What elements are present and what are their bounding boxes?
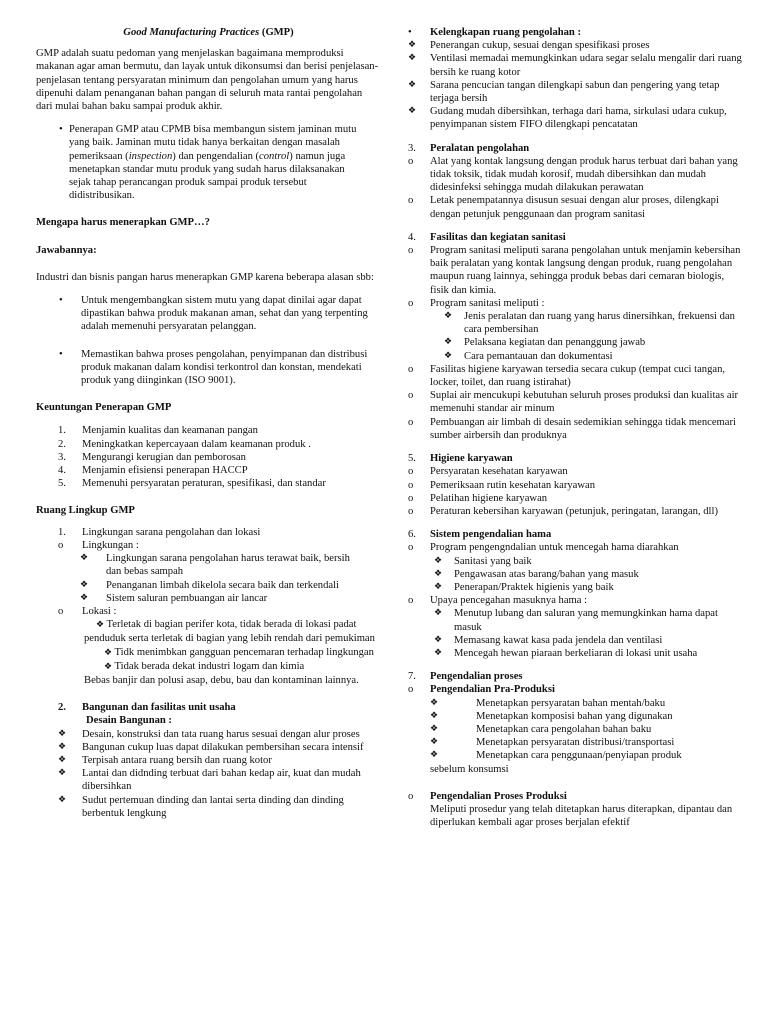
s5-item: o Pemeriksaan rutin kesehatan karyawan [408,479,596,491]
s4-item: o Fasilitas higiene karyawan tersedia secara cukup (tempat cuci tangan, locker, toilet, dan ruang istirahat) [408,363,726,389]
right-column [408,26,743,829]
s6-subitem: ❖ Mencegah hewan piaraan berkeliaran di lokasi unit usaha [434,647,698,659]
pra-list [408,697,743,763]
s4-subitem: ❖ Jenis peralatan dan ruang yang harus dinersihkan, frekuensi dan cara pembersihan [444,311,735,336]
s6-subitem: ❖ Penerapan/Praktek higienis yang baik [434,581,614,593]
s5-heading: 5. Higiene karyawan [408,453,513,465]
s3-list [408,155,743,221]
s6-subitem: ❖ Sanitasi yang baik [434,555,532,567]
s4-subitem: ❖ Cara pemantauan dan dokumentasi [444,350,613,362]
kelengkapan-item: ❖ Ventilasi memadai memungkinkan udara segar selalu mengalir dari ruang bersih ke ruang kotor [408,53,742,78]
lokasi-block: ❖ Terletak di bagian perifer kota, tidak berada di lokasi padat penduduk serta terletak di bagian yang lebih rendah dari pemukiman ❖ Tidk menimbkan gangguan pencemaran terhadap lingkungan ❖ Tidak berada dekat industri logam dan kimia Bebas banjir dan polusi asap, debu, bau dan kontaminan lainnya. [84,619,375,686]
reasons-list [36,294,381,387]
s4-item: o Pembuangan air limbah di desain sedemikian sehingga tidak mencemari sumber airbersih dan produknya [408,416,736,441]
s3-item: o Letak penempatannya disusun sesuai dengan alur proses, dilengkapi dengan petunjuk penggunaan dan program sanitasi [408,195,719,220]
benefit-item: 5. Memenuhi persyaratan peraturan, spesifikasi, dan standar [58,478,326,490]
s4-item: o Program sanitasi meliputi : [408,297,545,309]
lingkungan-subitem: ❖ Lingkungan sarana pengolahan harus terawat baik, bersih dan bebas sampah [80,553,350,578]
s5-item: o Persyaratan kesehatan karyawan [408,466,568,478]
s6-subitem: ❖ Pengawasan atas barang/bahan yang masuk [434,568,639,580]
answer-heading: Jawabannya: [36,244,97,256]
bangunan-heading: 2. Bangunan dan fasilitas unit usaha [58,702,236,714]
desain-item: ❖ Bangunan cukup luas dapat dilakukan pembersihan secara intensif [58,741,364,753]
benefit-item: 1. Menjamin kualitas dan keamanan pangan [58,425,258,437]
desain-item: ❖ Desain, konstruksi dan tata ruang harus sesuai dengan alur proses [58,728,360,740]
kelengkapan-item: ❖ Penerangan cukup, sesuai dengan spesifikasi proses [408,40,650,52]
lingkungan-item: o Lingkungan : [58,539,139,551]
kelengkapan-item: ❖ Gudang mudah dibersihkan, terhaga dari hama, sirkulasi udara cukup, penyimpanan sistem FIFO dilengkapi pencatatan [408,106,727,131]
pp-heading: o Pengendalian Proses Produksi [408,790,567,802]
desain-list [36,728,381,820]
reason-item: • Untuk mengembangkan sistem mutu yang dapat dinilai agar dapat dipastikan bahwa produk makanan aman, sehat dan yang terpenting adalah memenuhi persyaratan pelanggan. [59,295,368,333]
s6-item: o Program pengengndalian untuk mencegah hama diarahkan [408,542,679,554]
left-column [36,26,381,820]
s6-sublist-1 [408,555,743,595]
desain-item: ❖ Terpisah antara ruang bersih dan ruang kotor [58,754,272,766]
answer-text: Industri dan bisnis pangan harus menerapkan GMP karena beberapa alasan sbb: [36,271,374,283]
gmp-bullet: • Penerapan GMP atau CPMB bisa membangun sistem jaminan mutu yang baik. Jaminan mutu tidak hanya berkaitan dengan masalah pemeriksaan (inspection) dan pengendalian (control) namun juga menetapkan standar mutu produk yang sudah harus dilaksanakan sejak tahap perancangan produk sampai produk tersebut didistribusikan. [59,124,357,202]
pra-item: ❖ Menetapkan cara pengolahan bahan baku [430,723,652,735]
desain-item: ❖ Sudut pertemuan dinding dan lantai serta dinding dan dinding berbentuk lengkung [58,794,344,819]
s4-subitem: ❖ Pelaksana kegiatan dan penanggung jawab [444,337,646,349]
s4-sublist [408,310,743,363]
kelengkapan-list [408,39,743,131]
benefit-item: 2. Meningkatkan kepercayaan dalam keamanan produk . [58,438,311,450]
lingkungan-list [36,552,381,605]
desain-item: ❖ Lantai dan didnding terbuat dari bahan kedap air, kuat dan mudah dibersihkan [58,768,361,793]
scope-heading: Ruang Lingkup GMP [36,505,135,517]
pra-heading: o Pengendalian Pra-Produksi [408,684,555,696]
benefit-item: 4. Menjamin efisiensi penerapan HACCP [58,465,248,477]
kelengkapan-item: ❖ Sarana pencucian tangan dilengkapi sabun dan pengering yang tetap terjaga bersih [408,79,720,105]
pp-text: Meliputi prosedur yang telah ditetapkan harus diterapkan, dipantau dan diperlukan kembali agar proses berjalan efektif [430,803,733,829]
s6-sublist-2 [408,607,743,660]
document-title: Good Manufacturing Practices (GMP) [123,27,294,38]
why-heading: Mengapa harus menerapkan GMP…? [36,217,210,229]
s6-subitem: ❖ Menutup lubang dan saluran yang memungkinkan hama dapat masuk [434,608,718,633]
intro-paragraph: GMP adalah suatu pedoman yang menjelaskan bagaimana memproduksi makanan agar aman bermutu, dan layak untuk dikonsumsi dan berisi penjelasan-penjelasan tentang persyaratan minimum dan pengolahan umum yang harus dipenuhi dalam penanganan bahan pangan di seluruh mata rantai pengolahan dari mulai bahan baku sampai produk akhir. [36,48,379,113]
s6-heading: 6. Sistem pengendalian hama [408,529,552,541]
benefits-heading: Keuntungan Penerapan GMP [36,402,172,414]
s4-item: o Program sanitasi meliputi sarana pengolahan untuk menjamin kebersihan baik peralatan yang kontak langsung dengan produk, ruang pengolahan maupun ruang lainnya, sehingga produk bebas dari cemaran biologis, fisik dan kimia. [408,245,741,296]
s7-heading: 7. Pengendalian proses [408,671,523,683]
s4-more-list [408,363,743,442]
s3-item: o Alat yang kontak langsung dengan produk harus terbuat dari bahan yang tidak toksik, tidak mudah korosif, mudah dibersihkan dan mudah didesinfeksi sehingga mudah dilakukan perawatan [408,155,738,194]
lokasi-diamond: ❖ [96,620,105,631]
lingkungan-subitem: ❖ Penanganan limbah dikelola secara baik dan terkendali [80,579,339,591]
lingkungan-subitem: ❖ Sistem saluran pembuangan air lancar [80,592,268,604]
s5-item: o Pelatihan higiene karyawan [408,492,548,504]
scope-item-1: 1. Lingkungan sarana pengolahan dan lokasi [58,526,261,538]
lokasi-diamond: ❖ [104,661,113,672]
s6-subitem: ❖ Memasang kawat kasa pada jendela dan ventilasi [434,634,663,646]
pra-item: ❖ Menetapkan persyaratan bahan mentah/baku [430,697,666,709]
pra-item: ❖ Menetapkan komposisi bahan yang digunakan [430,710,673,722]
pra-item: ❖ Menetapkan persyaratan distribusi/transportasi [430,737,675,749]
pra-tail: sebelum konsumsi [430,763,509,775]
s3-heading: 3. Peralatan pengolahan [408,142,530,154]
lokasi-item: o Lokasi : [58,605,117,617]
s4-heading: 4. Fasilitas dan kegiatan sanitasi [408,231,566,243]
s5-item: o Peraturan kebersihan karyawan (petunjuk, peringatan, larangan, dll) [408,505,718,517]
pra-item: ❖ Menetapkan cara penggunaan/penyiapan produk [430,750,682,762]
s6-item: o Upaya pencegahan masuknya hama : [408,595,588,607]
lokasi-diamond: ❖ [104,647,113,658]
reason-item: • Memastikan bahwa proses pengolahan, penyimpanan dan distribusi produk makanan dalam kondisi terkontrol dan konstan, mendekati produk yang diinginkan (ISO 9001). [59,348,368,387]
benefit-item: 3. Mengurangi kerugian dan pemborosan [58,451,246,463]
s5-list [408,465,743,518]
benefits-list [36,424,381,490]
s4-item: o Suplai air mencukupi kebutuhan seluruh proses produksi dan kualitas air memenuhi standar air minum [408,390,739,415]
kelengkapan-heading: • Kelengkapan ruang pengolahan : [408,27,581,38]
desain-heading: Desain Bangunan : [86,715,172,727]
